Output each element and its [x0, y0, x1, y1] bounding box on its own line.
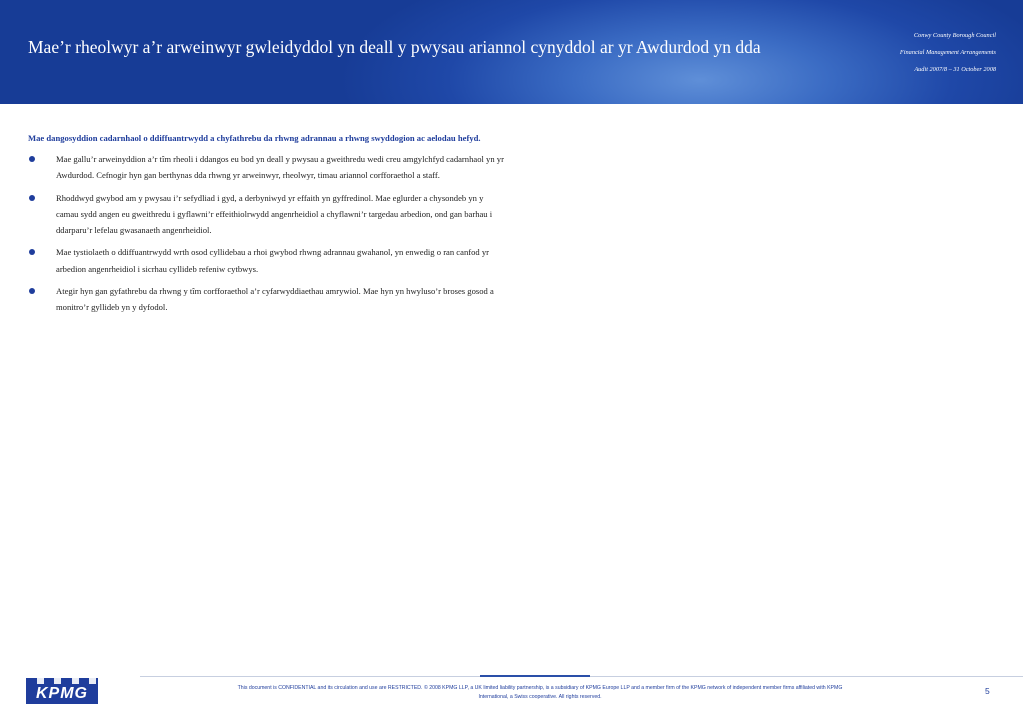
org-name: Conwy County Borough Council: [913, 32, 996, 39]
intro-paragraph: Mae dangosyddion cadarnhaol o ddiffuantrwydd a chyfathrebu da rhwng adrannau a rhwng swyddogion ac aelodau hefyd.: [28, 133, 481, 143]
bullet-item: [28, 283, 506, 316]
audit-date: Audit 2007/8 – 31 October 2008: [914, 66, 996, 73]
bullet-text: Ategir hyn gan gyfathrebu da rhwng y tîm corfforaethol a’r cyfarwyddiaethau amrywiol. Mae hyn yn hwyluso’r broses gosod a monitro’r gyllideb yn y dyfodol.: [56, 286, 494, 313]
bullet-text: Mae gallu’r arweinyddion a’r tîm rheoli i ddangos eu bod yn deall y pwysau a gweithredu wedi creu amgylchfyd cadarnhaol yn yr Awdurdod. Cefnogir hyn gan berthynas dda rhwng yr arweinwyr, rheolwyr, timau ariannol corfforaethol a staff.: [56, 154, 504, 181]
bullet-icon: [29, 195, 35, 201]
bullet-item: [28, 244, 506, 277]
disclaimer-line-1: This document is CONFIDENTIAL and its circulation and use are RESTRICTED. © 2008 KPMG LLP, a UK limited liability partnership, is a subsidiary of KPMG Europe LLP and a member firm of the KPMG network of independent member firms affiliated with KPMG: [237, 685, 843, 691]
main-content: [28, 130, 506, 322]
disclaimer-line-2: International, a Swiss cooperative. All rights reserved.: [478, 694, 602, 700]
bullet-icon: [29, 156, 35, 162]
logo-text: KPMG: [36, 685, 88, 702]
report-name: Financial Management Arrangements: [899, 49, 996, 56]
page-number: 5: [985, 686, 990, 696]
header-banner: [0, 0, 1023, 104]
bullet-icon: [29, 249, 35, 255]
bullet-icon: [29, 288, 35, 294]
bullet-text: Mae tystiolaeth o ddiffuantrwydd wrth osod cyllidebau a rhoi gwybod rhwng adrannau gwahanol, yn enwedig o ran canfod yr arbedion angenrheidiol i sicrhau cyllideb refeniw cytbwys.: [56, 247, 489, 274]
page-title: Mae’r rheolwyr a’r arweinwyr gwleidyddol yn deall y pwysau ariannol cynyddol ar yr Awdurdod yn dda: [28, 37, 761, 57]
bullet-list: [28, 151, 506, 316]
document-meta: [900, 27, 996, 78]
bullet-text: Rhoddwyd gwybod am y pwysau i’r sefydliad i gyd, a derbyniwyd yr effaith yn gyffredinol. Mae eglurder a chysondeb yn y camau sydd angen eu gweithredu i gyflawni’r effeithiolrwydd angenrheidiol a chyflawni’r targedau arbedion, ond gan barhau i ddarparu’r lefelau gwasanaeth angenrheidiol.: [56, 192, 493, 236]
bullet-item: [28, 190, 506, 239]
footer-divider-accent: [480, 675, 590, 677]
footer-disclaimer: [180, 684, 900, 702]
kpmg-logo: [26, 678, 98, 704]
bullet-item: [28, 151, 506, 184]
